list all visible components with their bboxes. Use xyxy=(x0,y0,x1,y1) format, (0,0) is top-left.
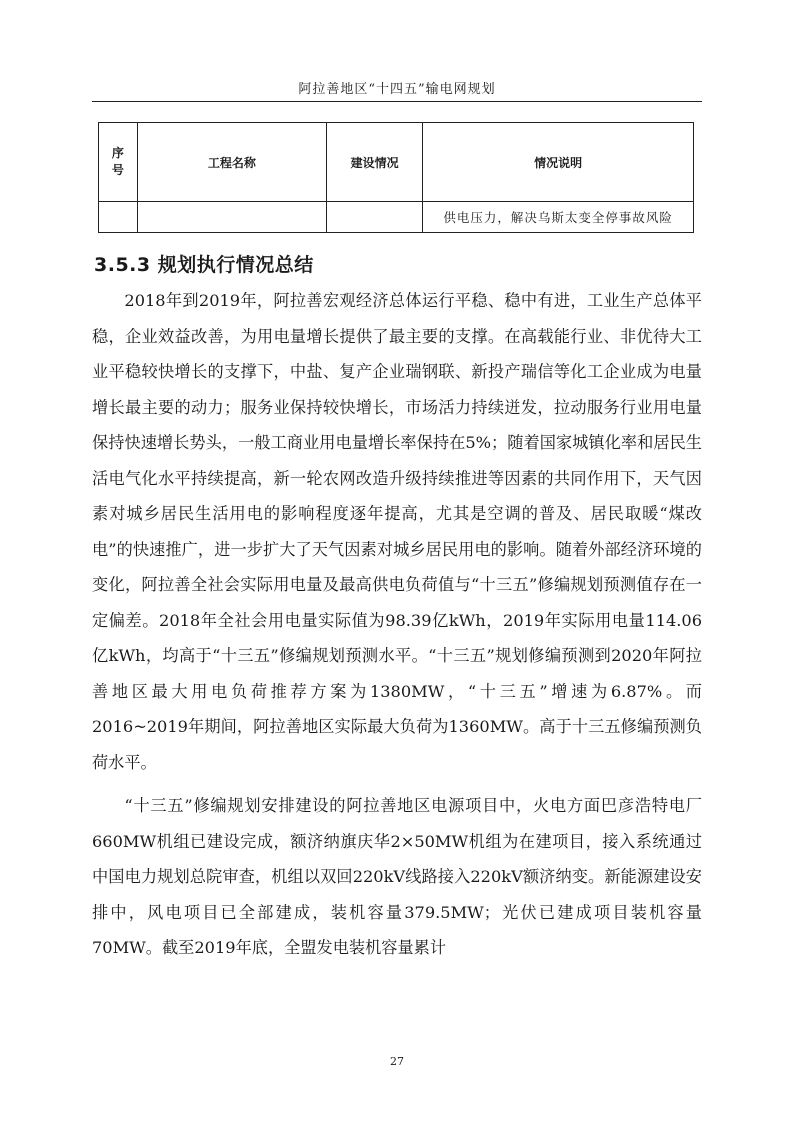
col-header-construction-status: 建设情况 xyxy=(327,123,423,202)
col-header-seq: 序号 xyxy=(99,123,138,202)
cell-description: 供电压力，解决乌斯太变全停事故风险 xyxy=(423,202,694,233)
table-header-row xyxy=(99,123,694,202)
project-table xyxy=(98,122,694,233)
paragraph: 2018年到2019年，阿拉善宏观经济总体运行平稳、稳中有进，工业生产总体平稳，企业效益改善，为用电量增长提供了最主要的支撑。在高载能行业、非优待大工业平稳较快增长的支撑下，中盐、复产企业瑞钢联、新投产瑞信等化工企业成为电量增长最主要的动力；服务业保持较快增长，市场活力持续迸发，拉动服务行业用电量保持快速增长势头，一般工商业用电量增长率保持在5%；随着国家城镇化率和居民生活电气化水平持续提高，新一轮农网改造升级持续推进等因素的共同作用下，天气因素对城乡居民生活用电的影响程度逐年提高，尤其是空调的普及、居民取暖“煤改电”的快速推广，进一步扩大了天气因素对城乡居民用电的影响。随着外部经济环境的变化，阿拉善全社会实际用电量及最高供电负荷值与“十三五”修编规划预测值存在一定偏差。2018年全社会用电量实际值为98.39亿kWh，2019年实际用电量114.06亿kWh，均高于“十三五”修编规划预测水平。“十三五”规划修编预测到2020年阿拉善地区最大用电负荷推荐方案为1380MW，“十三五”增速为6.87%。而2016~2019年期间，阿拉善地区实际最大负荷为1360MW。高于十三五修编预测负荷水平。 xyxy=(92,291,702,772)
cell-seq xyxy=(99,202,138,233)
page-number: 27 xyxy=(390,1055,404,1068)
running-header: 阿拉善地区“十四五”输电网规划 xyxy=(298,82,496,97)
col-header-project-name: 工程名称 xyxy=(137,123,326,202)
cell-project-name xyxy=(137,202,326,233)
body-text xyxy=(92,283,702,966)
section-heading: 3.5.3 规划执行情况总结 xyxy=(94,254,314,276)
header-rule xyxy=(92,101,702,102)
cell-construction-status xyxy=(327,202,423,233)
paragraph: “十三五”修编规划安排建设的阿拉善地区电源项目中，火电方面巴彦浩特电厂660MW机组已建设完成，额济纳旗庆华2×50MW机组为在建项目，接入系统通过中国电力规划总院审查，机组以双回220kV线路接入220kV额济纳变。新能源建设安排中，风电项目已全部建成，装机容量379.5MW；光伏已建成项目装机容量70MW。截至2019年底，全盟发电装机容量累计 xyxy=(92,796,702,957)
table-row xyxy=(99,202,694,233)
col-header-description: 情况说明 xyxy=(423,123,694,202)
